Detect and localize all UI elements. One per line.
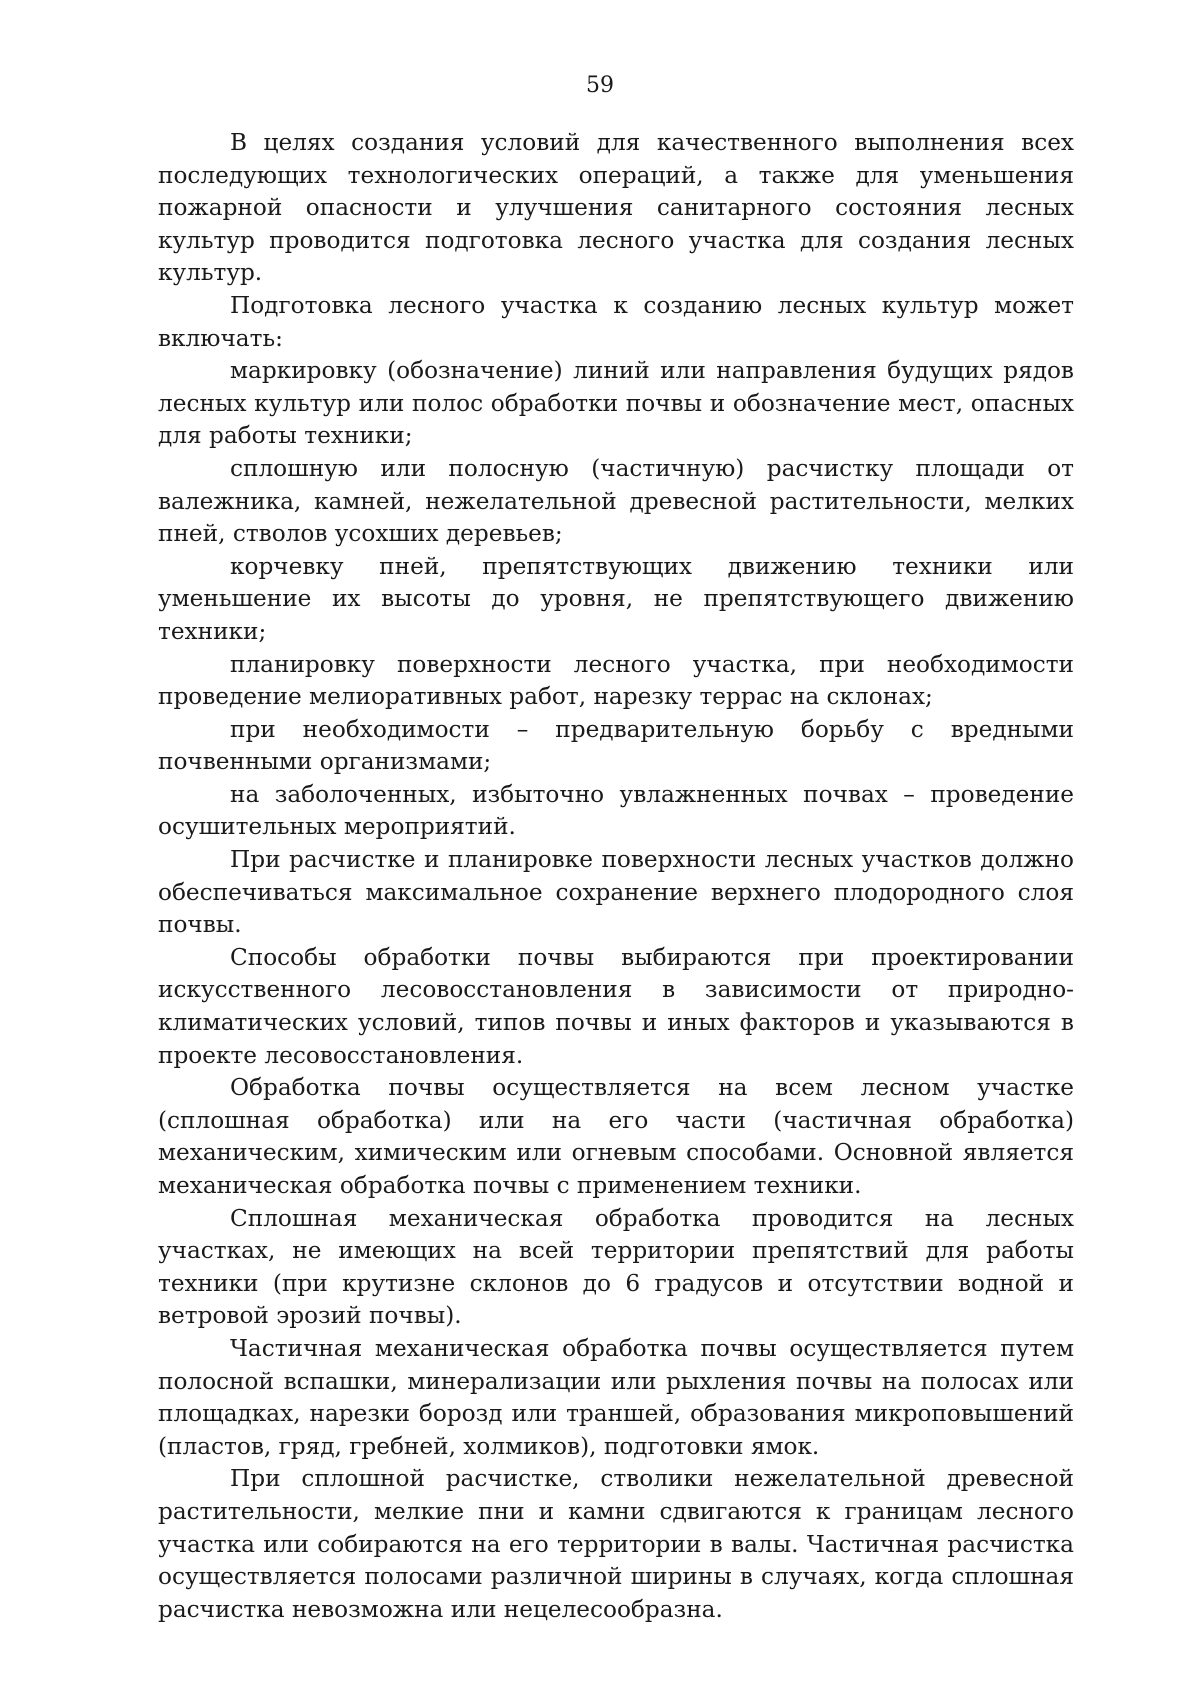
paragraph-clearing-methods: При сплошной расчистке, стволики нежелательной древесной растительности, мелкие пни и камни сдвигаются к границам лесного участка или собираются на его территории в валы. Частичная расчистка осуществляется полосами различной ширины в случаях, когда сплошная расчистка невозможна или нецелесообразна. bbox=[158, 1465, 1074, 1623]
list-item-pest-control: при необходимости – предварительную борьбу с вредными почвенными организмами; bbox=[158, 715, 1074, 776]
paragraph-preparation-includes: Подготовка лесного участка к созданию лесных культур может включать: bbox=[158, 291, 1074, 352]
list-item-stump-removal: корчевку пней, препятствующих движению техники или уменьшение их высоты до уровня, не препятствующего движению техники; bbox=[158, 552, 1074, 645]
paragraph-tillage-types: Обработка почвы осуществляется на всем лесном участке (сплошная обработка) или на его части (частичная обработка) механическим, химическим или огневым способами. Основной является механическая обработка почвы с применением техники. bbox=[158, 1074, 1074, 1199]
paragraph-intro: В целях создания условий для качественного выполнения всех последующих технологических операций, а также для уменьшения пожарной опасности и улучшения санитарного состояния лесных культур проводится подготовка лесного участка для создания лесных культур. bbox=[158, 129, 1074, 287]
paragraph-partial-tillage: Частичная механическая обработка почвы осуществляется путем полосной вспашки, минерализации или рыхления почвы на полосах или площадках, нарезки борозд или траншей, образования микроповышений (пластов, гряд, гребней, холмиков), подготовки ямок. bbox=[158, 1334, 1074, 1460]
paragraph-continuous-tillage: Сплошная механическая обработка проводится на лесных участках, не имеющих на всей территории препятствий для работы техники (при крутизне склонов до 6 градусов и отсутствии водной и ветровой эрозий почвы). bbox=[158, 1204, 1074, 1330]
list-item-clearing: сплошную или полосную (частичную) расчистку площади от валежника, камней, нежелательной древесной растительности, мелких пней, стволов усохших деревьев; bbox=[158, 454, 1074, 548]
list-item-marking: маркировку (обозначение) линий или направления будущих рядов лесных культур или полос обработки почвы и обозначение мест, опасных для работы техники; bbox=[158, 357, 1074, 450]
list-item-surface-planning: планировку поверхности лесного участка, при необходимости проведение мелиоративных работ, нарезку террас на склонах; bbox=[158, 650, 1074, 711]
list-item-drainage: на заболоченных, избыточно увлажненных почвах – проведение осушительных мероприятий. bbox=[158, 780, 1074, 841]
paragraph-tillage-methods: Способы обработки почвы выбираются при проектировании искусственного лесовосстановления в зависимости от природно-климатических условий, типов почвы и иных факторов и указываются в проекте лесовосстановления. bbox=[158, 943, 1074, 1069]
text-body bbox=[158, 127, 1074, 1626]
page-number: 59 bbox=[586, 73, 614, 98]
paragraph-topsoil-preservation: При расчистке и планировке поверхности лесных участков должно обеспечиваться максимальное сохранение верхнего плодородного слоя почвы. bbox=[158, 846, 1074, 939]
